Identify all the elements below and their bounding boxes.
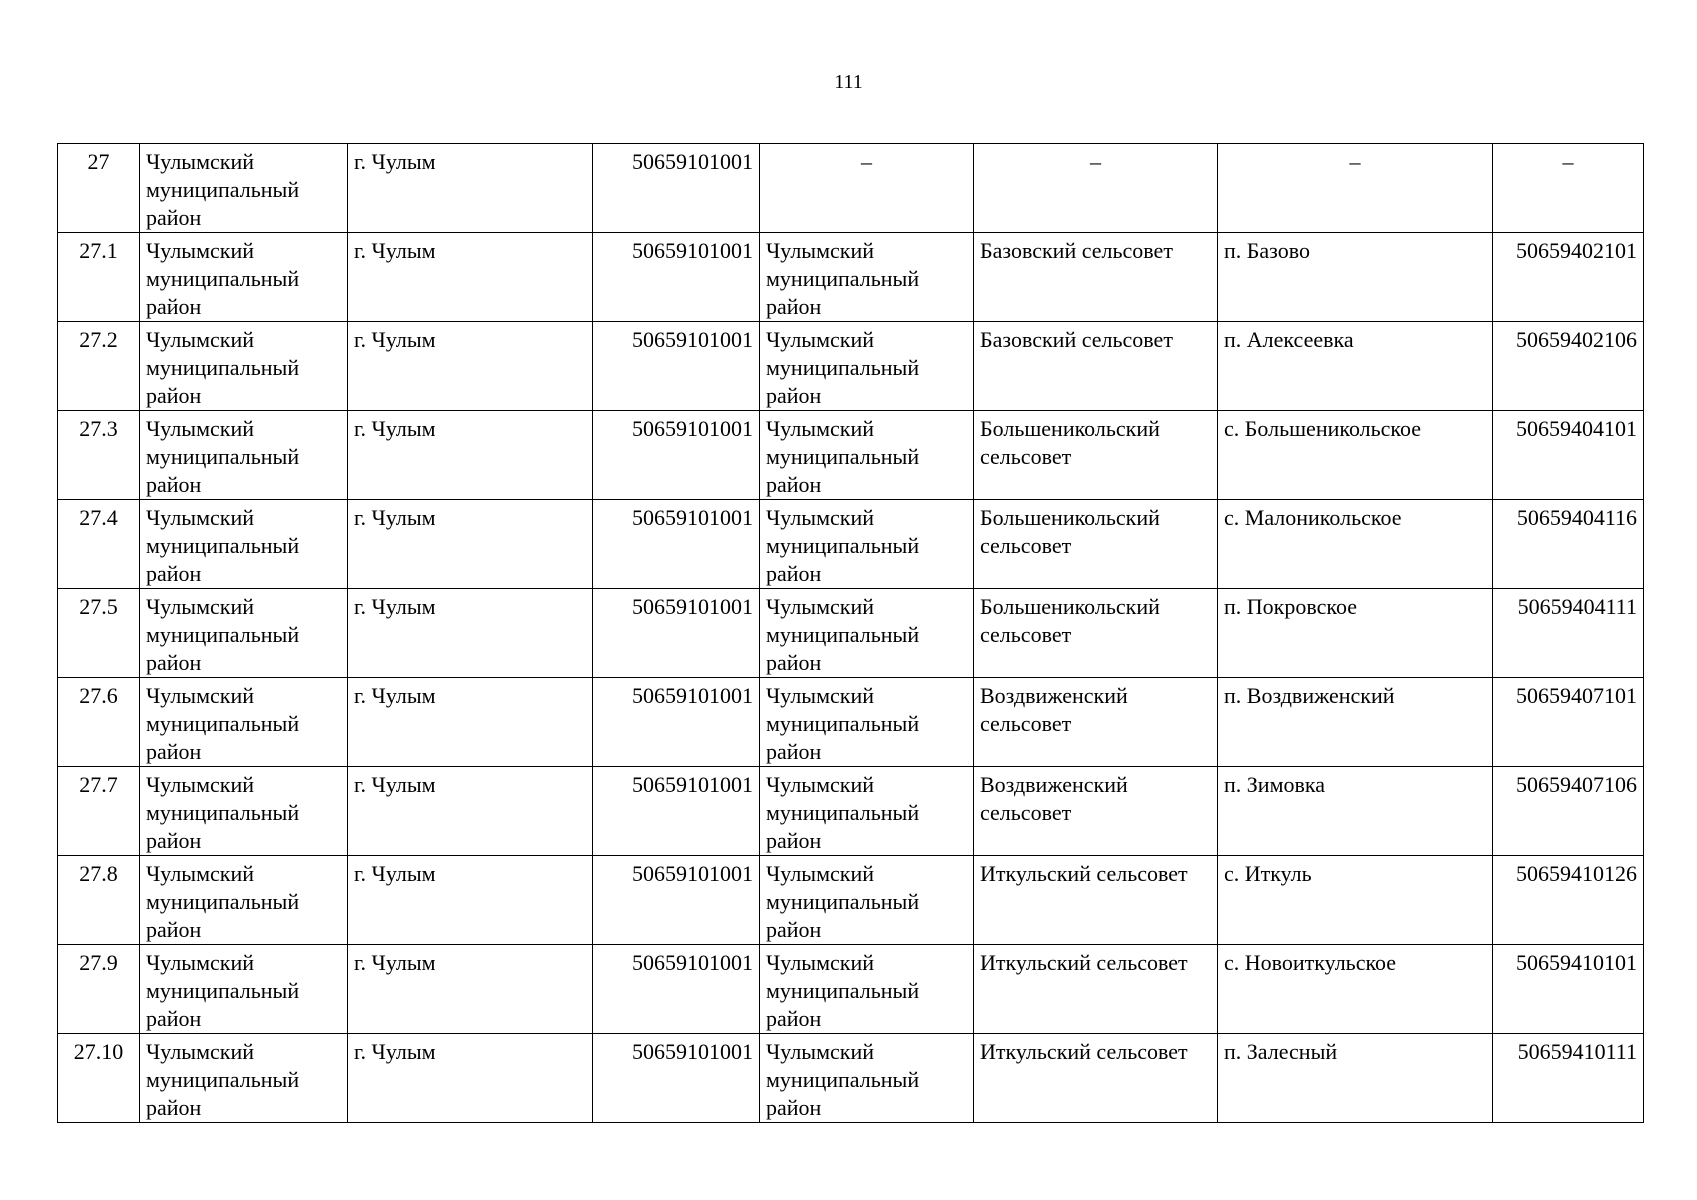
center-cell: г. Чулым: [348, 945, 593, 1034]
table-row: [58, 233, 1644, 322]
center-code-cell: 50659101001: [593, 589, 760, 678]
municipality-cell: Чулымский муниципальный район: [760, 322, 974, 411]
center-code-cell: 50659101001: [593, 856, 760, 945]
municipality-cell: Чулымский муниципальный район: [760, 1034, 974, 1123]
municipality-cell: Чулымский муниципальный район: [760, 589, 974, 678]
district-cell: Чулымский муниципальный район: [140, 322, 348, 411]
municipality-cell: Чулымский муниципальный район: [760, 767, 974, 856]
table-row: [58, 500, 1644, 589]
table-row: [58, 1034, 1644, 1123]
locality-code-cell: 50659404116: [1493, 500, 1644, 589]
settlement-cell: Базовский сельсовет: [974, 322, 1218, 411]
table-row: [58, 767, 1644, 856]
locality-code-cell: 50659407106: [1493, 767, 1644, 856]
row-number-cell: 27.7: [58, 767, 140, 856]
municipality-cell: Чулымский муниципальный район: [760, 233, 974, 322]
settlement-cell: Иткульский сельсовет: [974, 1034, 1218, 1123]
settlement-cell: Большеникольский сельсовет: [974, 500, 1218, 589]
settlement-cell: Иткульский сельсовет: [974, 856, 1218, 945]
locality-cell: п. Воздвиженский: [1218, 678, 1493, 767]
municipality-cell: Чулымский муниципальный район: [760, 945, 974, 1034]
locality-code-cell: 50659407101: [1493, 678, 1644, 767]
locality-code-cell: 50659410111: [1493, 1034, 1644, 1123]
center-cell: г. Чулым: [348, 589, 593, 678]
locality-cell: п. Зимовка: [1218, 767, 1493, 856]
settlement-cell: Воздвиженский сельсовет: [974, 678, 1218, 767]
center-code-cell: 50659101001: [593, 945, 760, 1034]
district-cell: Чулымский муниципальный район: [140, 233, 348, 322]
center-cell: г. Чулым: [348, 767, 593, 856]
center-cell: г. Чулым: [348, 500, 593, 589]
center-code-cell: 50659101001: [593, 1034, 760, 1123]
row-number-cell: 27: [58, 144, 140, 233]
municipality-cell: Чулымский муниципальный район: [760, 411, 974, 500]
locality-cell: с. Малоникольское: [1218, 500, 1493, 589]
district-cell: Чулымский муниципальный район: [140, 589, 348, 678]
table-row: [58, 411, 1644, 500]
district-cell: Чулымский муниципальный район: [140, 678, 348, 767]
center-code-cell: 50659101001: [593, 144, 760, 233]
district-cell: Чулымский муниципальный район: [140, 411, 348, 500]
center-code-cell: 50659101001: [593, 322, 760, 411]
locality-cell: с. Новоиткульское: [1218, 945, 1493, 1034]
municipality-cell: Чулымский муниципальный район: [760, 500, 974, 589]
district-cell: Чулымский муниципальный район: [140, 144, 348, 233]
center-cell: г. Чулым: [348, 856, 593, 945]
settlement-cell: Воздвиженский сельсовет: [974, 767, 1218, 856]
table-row: [58, 678, 1644, 767]
district-cell: Чулымский муниципальный район: [140, 945, 348, 1034]
center-code-cell: 50659101001: [593, 767, 760, 856]
center-code-cell: 50659101001: [593, 500, 760, 589]
table-row: [58, 945, 1644, 1034]
row-number-cell: 27.2: [58, 322, 140, 411]
locality-code-cell: –: [1493, 144, 1644, 233]
settlement-cell: Базовский сельсовет: [974, 233, 1218, 322]
locality-cell: –: [1218, 144, 1493, 233]
locality-code-cell: 50659410101: [1493, 945, 1644, 1034]
locality-cell: п. Алексеевка: [1218, 322, 1493, 411]
district-cell: Чулымский муниципальный район: [140, 1034, 348, 1123]
center-cell: г. Чулым: [348, 144, 593, 233]
locality-cell: с. Большеникольское: [1218, 411, 1493, 500]
row-number-cell: 27.4: [58, 500, 140, 589]
district-cell: Чулымский муниципальный район: [140, 767, 348, 856]
locality-code-cell: 50659404111: [1493, 589, 1644, 678]
locality-cell: п. Покровское: [1218, 589, 1493, 678]
municipal-table: [57, 143, 1644, 1123]
locality-code-cell: 50659402106: [1493, 322, 1644, 411]
district-cell: Чулымский муниципальный район: [140, 500, 348, 589]
row-number-cell: 27.3: [58, 411, 140, 500]
locality-cell: п. Базово: [1218, 233, 1493, 322]
center-cell: г. Чулым: [348, 322, 593, 411]
center-cell: г. Чулым: [348, 678, 593, 767]
row-number-cell: 27.6: [58, 678, 140, 767]
locality-code-cell: 50659410126: [1493, 856, 1644, 945]
row-number-cell: 27.5: [58, 589, 140, 678]
locality-code-cell: 50659402101: [1493, 233, 1644, 322]
locality-code-cell: 50659404101: [1493, 411, 1644, 500]
table-row: [58, 322, 1644, 411]
center-cell: г. Чулым: [348, 233, 593, 322]
municipality-cell: Чулымский муниципальный район: [760, 678, 974, 767]
settlement-cell: Иткульский сельсовет: [974, 945, 1218, 1034]
row-number-cell: 27.8: [58, 856, 140, 945]
settlement-cell: –: [974, 144, 1218, 233]
table-body: [58, 144, 1644, 1123]
municipality-cell: Чулымский муниципальный район: [760, 856, 974, 945]
settlement-cell: Большеникольский сельсовет: [974, 589, 1218, 678]
center-code-cell: 50659101001: [593, 678, 760, 767]
municipality-cell: –: [760, 144, 974, 233]
table-row: [58, 856, 1644, 945]
row-number-cell: 27.9: [58, 945, 140, 1034]
page-number: 111: [834, 71, 863, 93]
table-row: [58, 589, 1644, 678]
row-number-cell: 27.1: [58, 233, 140, 322]
center-code-cell: 50659101001: [593, 411, 760, 500]
table-row: [58, 144, 1644, 233]
center-cell: г. Чулым: [348, 1034, 593, 1123]
center-cell: г. Чулым: [348, 411, 593, 500]
locality-cell: п. Залесный: [1218, 1034, 1493, 1123]
settlement-cell: Большеникольский сельсовет: [974, 411, 1218, 500]
row-number-cell: 27.10: [58, 1034, 140, 1123]
district-cell: Чулымский муниципальный район: [140, 856, 348, 945]
locality-cell: с. Иткуль: [1218, 856, 1493, 945]
center-code-cell: 50659101001: [593, 233, 760, 322]
